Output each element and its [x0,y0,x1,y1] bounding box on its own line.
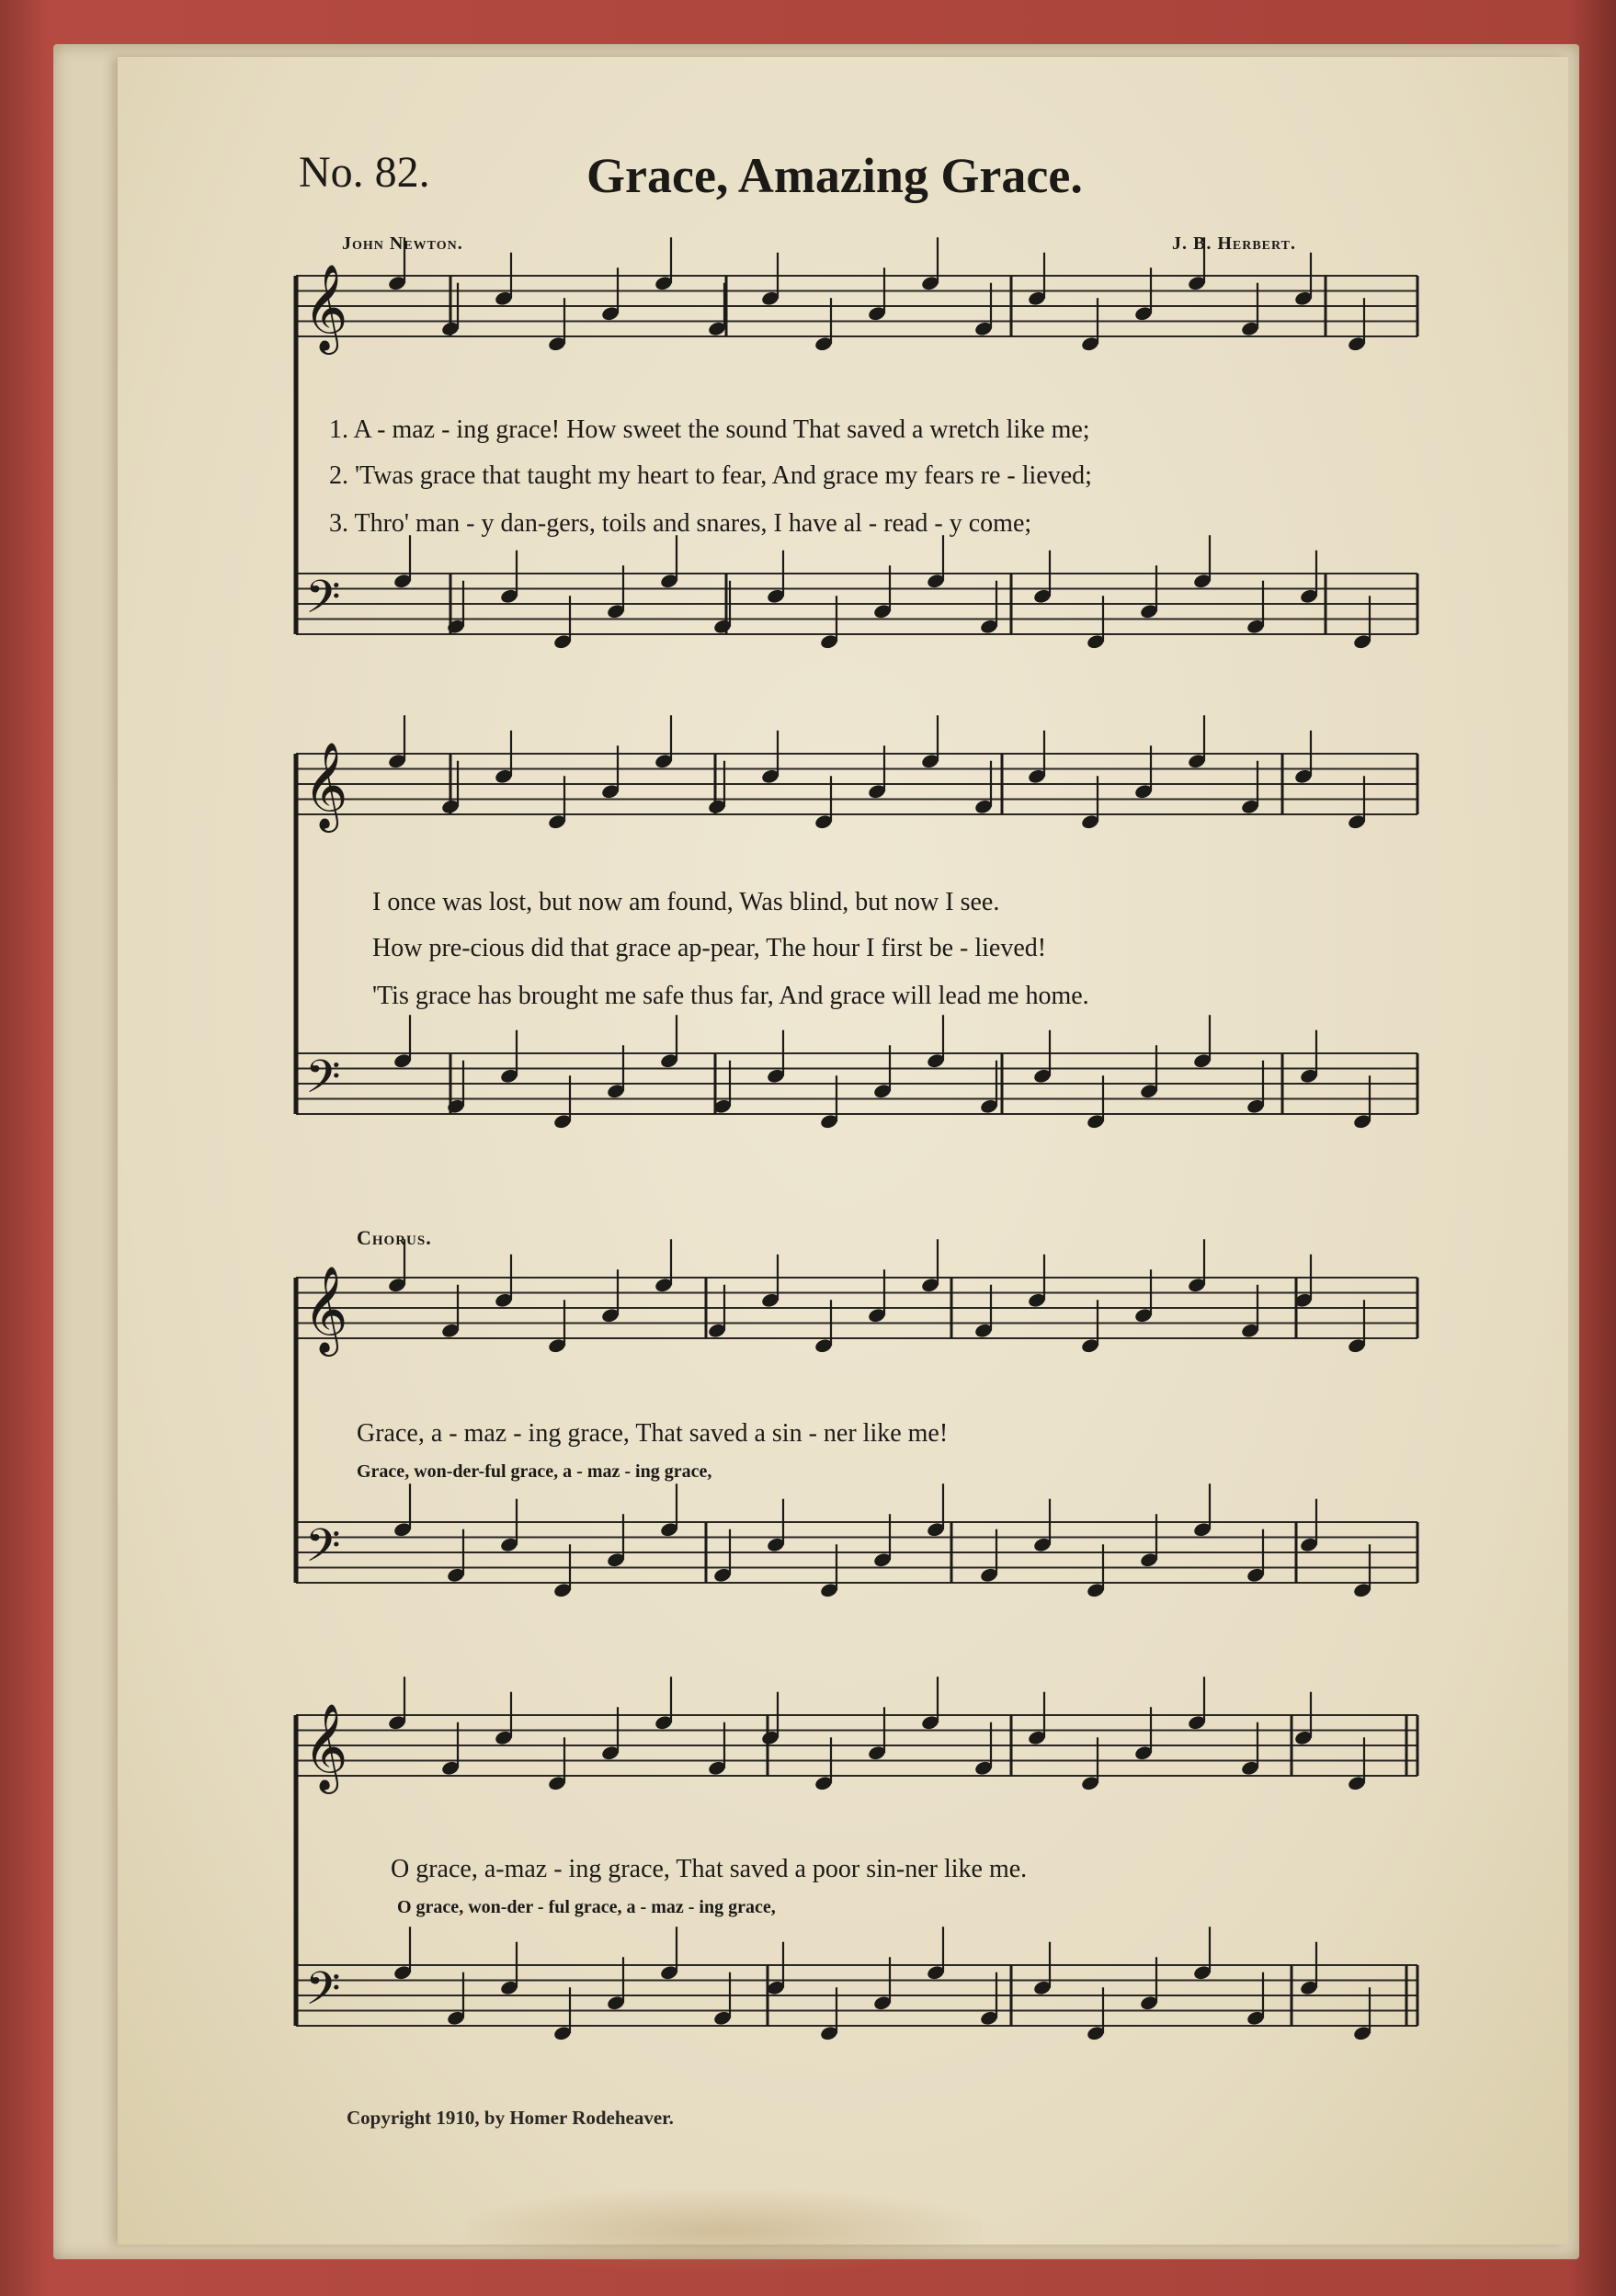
bass-notes-1 [393,535,1371,650]
composer-credit: J. B. Herbert. [1172,233,1296,254]
verse2-line1: 2. 'Twas grace that taught my heart to fear, And grace my fears re - lieved; [329,461,1092,490]
bass-notes-3 [393,1483,1371,1598]
treble-clef-icon-1: 𝄞 [303,264,348,351]
verse3-line1: 3. Thro' man - y dan-gers, toils and snares, I have al - read - y come; [329,509,1032,538]
chorus-echo1: Grace, won-der-ful grace, a - maz - ing grace, [357,1461,712,1482]
verse2-line2: How pre-cious did that grace ap-pear, The hour I first be - lieved! [372,934,1047,962]
chorus-line2: O grace, a-maz - ing grace, That saved a poor sin-ner like me. [391,1855,1028,1883]
chorus-echo2: O grace, won-der - ful grace, a - maz - ing grace, [397,1897,776,1917]
bass-clef-icon-2: 𝄢 [305,1051,341,1115]
bass-clef-icon-3: 𝄢 [305,1519,341,1584]
verse1-line2: I once was lost, but now am found, Was blind, but now I see. [372,888,1000,916]
treble-notes-4 [387,1677,1366,1791]
author-credit: John Newton. [342,233,463,254]
treble-clef-icon-4: 𝄞 [303,1703,348,1790]
bass-clef-icon-1: 𝄢 [305,571,341,635]
bass-clef-icon-4: 𝄢 [305,1962,341,2027]
chorus-label: Chorus. [357,1226,432,1249]
treble-clef-icon-2: 𝄞 [303,742,348,829]
treble-clef-icon-3: 𝄞 [303,1266,348,1353]
bass-notes-2 [393,1015,1371,1130]
treble-notes-2 [387,715,1366,830]
bass-notes-4 [393,1927,1371,2041]
verse3-line2: 'Tis grace has brought me safe thus far, And grace will lead me home. [372,982,1089,1010]
copyright-notice: Copyright 1910, by Homer Rodeheaver. [347,2107,674,2129]
verse1-line1: 1. A - maz - ing grace! How sweet the sound That saved a wretch like me; [329,415,1090,444]
hymn-title: Grace, Amazing Grace. [586,148,1083,203]
treble-notes-1 [387,237,1366,352]
chorus-line1: Grace, a - maz - ing grace, That saved a sin - ner like me! [357,1419,949,1448]
treble-notes-3 [387,1239,1366,1354]
hymn-number: No. 82. [299,148,430,197]
